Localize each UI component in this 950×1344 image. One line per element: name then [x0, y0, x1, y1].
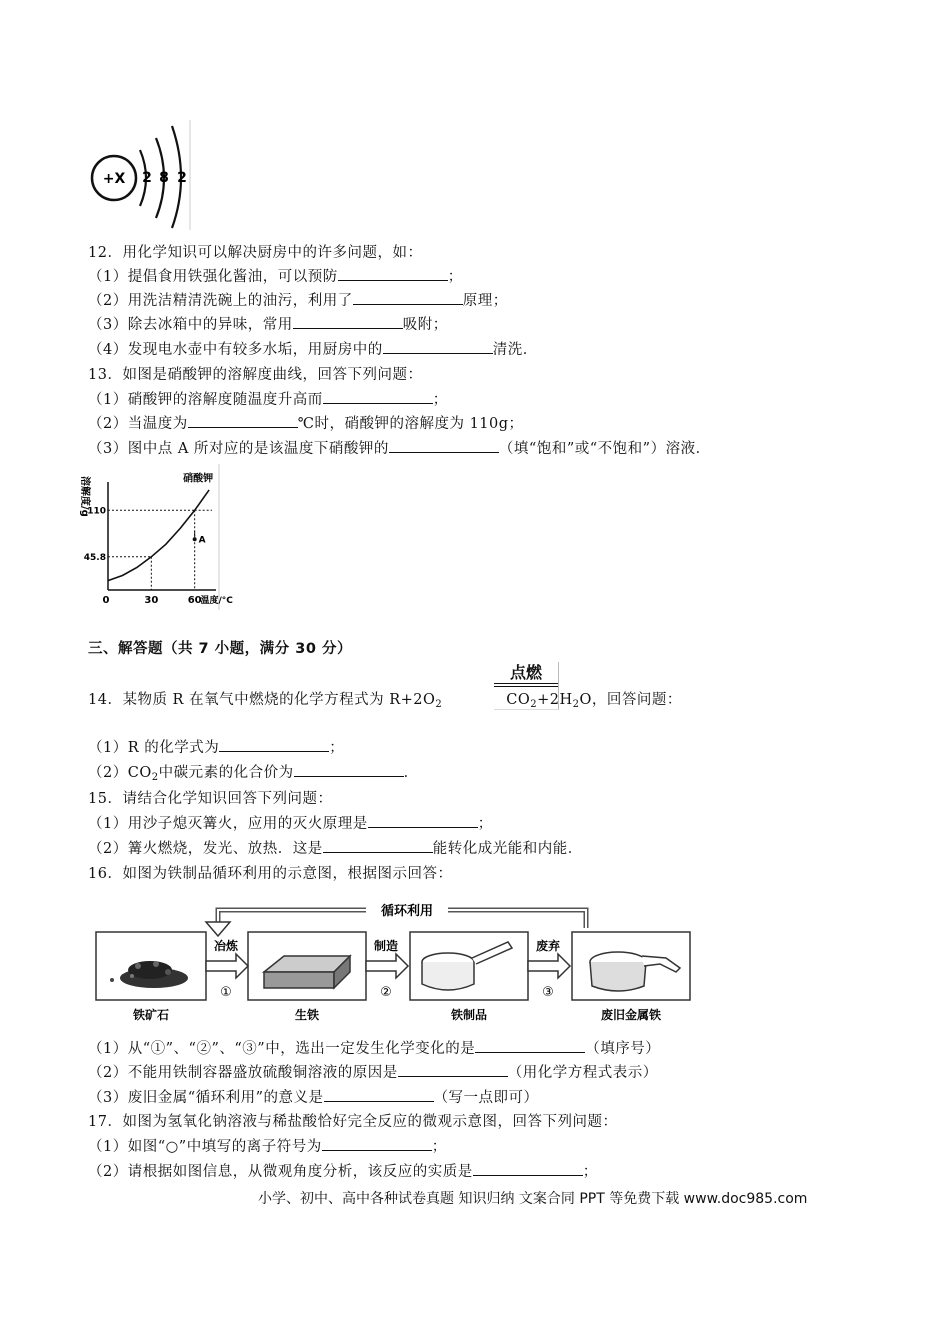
q12-stem: 12．用化学知识可以解决厨房中的许多问题，如： — [88, 245, 423, 261]
process-arrow-1 — [206, 938, 248, 1000]
shell-3-electrons: 2 — [177, 170, 187, 186]
q12-part2: （2）用洗洁精清洗碗上的油污，利用了 原理； — [88, 290, 508, 312]
x-axis-label: 温度/°C — [200, 596, 233, 606]
q17-stem: 17．如图为氢氧化钠溶液与稀盐酸恰好完全反应的微观示意图，回答下列问题： — [88, 1114, 618, 1130]
q13-stem: 13．如图是硝酸钾的溶解度曲线，回答下列问题： — [88, 367, 423, 383]
answer-blank[interactable] — [188, 413, 298, 428]
answer-blank[interactable] — [294, 762, 404, 777]
answer-blank[interactable] — [398, 1062, 508, 1077]
q12-part4: （4）发现电水壶中有较多水垢，用厨房中的 清洗． — [88, 339, 538, 361]
process-number: ① — [220, 985, 232, 1000]
answer-blank[interactable] — [353, 290, 463, 305]
answer-blank[interactable] — [322, 1136, 432, 1151]
q13-part3: （3）图中点 A 所对应的是该温度下硝酸钾的 （填“饱和”或“不饱和”）溶液． — [88, 438, 711, 460]
answer-blank[interactable] — [475, 1038, 585, 1053]
q13-part2: （2）当温度为 ℃时，硝酸钾的溶解度为 110g； — [88, 413, 524, 435]
q13-part1: （1）硝酸钾的溶解度随温度升高而 ； — [88, 389, 448, 411]
box-label-iron-product: 铁制品 — [450, 1008, 488, 1022]
box-label-iron-ore: 铁矿石 — [132, 1008, 170, 1022]
kno3-curve — [108, 490, 209, 581]
process-number: ③ — [542, 985, 554, 1000]
page-footer: 小学、初中、高中各种试卷真题 知识归纳 文案合同 PPT 等免费下载 www.doc985.com — [258, 1191, 808, 1207]
q16-stem: 16．如图为铁制品循环利用的示意图，根据图示回答： — [88, 866, 453, 882]
point-a-label: A — [198, 535, 206, 546]
q16-part1: （1）从“①”、“②”、“③”中，选出一定发生化学变化的是 （填序号） — [88, 1038, 660, 1060]
answer-blank[interactable] — [219, 737, 329, 752]
q14-part2: $(2)CO_2$中碳元素的化合价为 ． — [88, 762, 419, 784]
x-tick-label: 30 — [144, 595, 159, 606]
q17-part2: （2）请根据如图信息，从微观角度分析，该反应的实质是 ； — [88, 1161, 598, 1183]
q15-part2: （2）篝火燃烧，发光、放热．这是 能转化成光能和内能． — [88, 838, 583, 860]
answer-blank[interactable] — [323, 389, 433, 404]
pig-iron-icon — [264, 956, 350, 988]
q12-part3: （3）除去冰箱中的异味，常用 吸附； — [88, 314, 448, 336]
q17-part1: （1）如图“○”中填写的离子符号为 ； — [88, 1136, 447, 1158]
atom-structure-figure — [86, 120, 194, 230]
box-label-pig-iron: 生铁 — [294, 1008, 320, 1022]
chart-ylabel: 溶解度/g — [79, 476, 90, 517]
y-tick-label: 45.8 — [83, 552, 106, 563]
answer-blank[interactable] — [389, 438, 499, 453]
q14-stem: 14．某物质 R 在氧气中燃烧的化学方程式为 $R+2O_2$ $CO_2+2H_2O$，回答问题： — [88, 692, 682, 710]
process-label: 废弃 — [535, 939, 561, 953]
process-number: ② — [380, 985, 392, 1000]
y-tick-label: 110 — [87, 506, 106, 517]
q16-part2: （2）不能用铁制容器盛放硫酸铜溶液的原因是 （用化学方程式表示） — [88, 1062, 658, 1084]
answer-blank[interactable] — [324, 1087, 434, 1102]
q14-part1: （1）R 的化学式为 ； — [88, 737, 344, 759]
answer-blank[interactable] — [338, 266, 448, 281]
answer-blank[interactable] — [293, 314, 403, 329]
iron-recycling-diagram — [88, 892, 708, 1032]
cycle-label: 循环利用 — [380, 904, 434, 919]
process-arrow-2 — [366, 938, 408, 1000]
reaction-condition: 点燃 — [509, 663, 542, 682]
box-label-scrap-iron: 废旧金属铁 — [600, 1008, 662, 1022]
x-tick-label: 60 — [187, 595, 202, 606]
solubility-chart — [79, 464, 233, 610]
answer-blank[interactable] — [383, 339, 493, 354]
section-3-heading: 三、解答题（共 7 小题，满分 30 分） — [88, 641, 352, 657]
q12-part1: （1）提倡食用铁强化酱油，可以预防 ； — [88, 266, 463, 288]
x-tick-label: 0 — [102, 595, 110, 606]
answer-blank[interactable] — [473, 1161, 583, 1176]
answer-blank[interactable] — [323, 838, 433, 853]
process-label: 冶炼 — [213, 939, 239, 953]
point-a-marker — [193, 537, 197, 541]
answer-blank[interactable] — [368, 813, 478, 828]
series-label: 硝酸钾 — [183, 473, 214, 485]
process-arrow-3 — [528, 938, 570, 1000]
shell-1-electrons: 2 — [142, 170, 152, 186]
shell-2-electrons: 8 — [159, 170, 169, 186]
nucleus-label: +X — [102, 171, 126, 187]
process-label: 制造 — [373, 939, 399, 953]
q15-part1: （1）用沙子熄灭篝火，应用的灭火原理是 ； — [88, 813, 493, 835]
q16-part3: （3）废旧金属“循环利用”的意义是 （写一点即可） — [88, 1087, 539, 1109]
q15-stem: 15．请结合化学知识回答下列问题： — [88, 791, 333, 807]
